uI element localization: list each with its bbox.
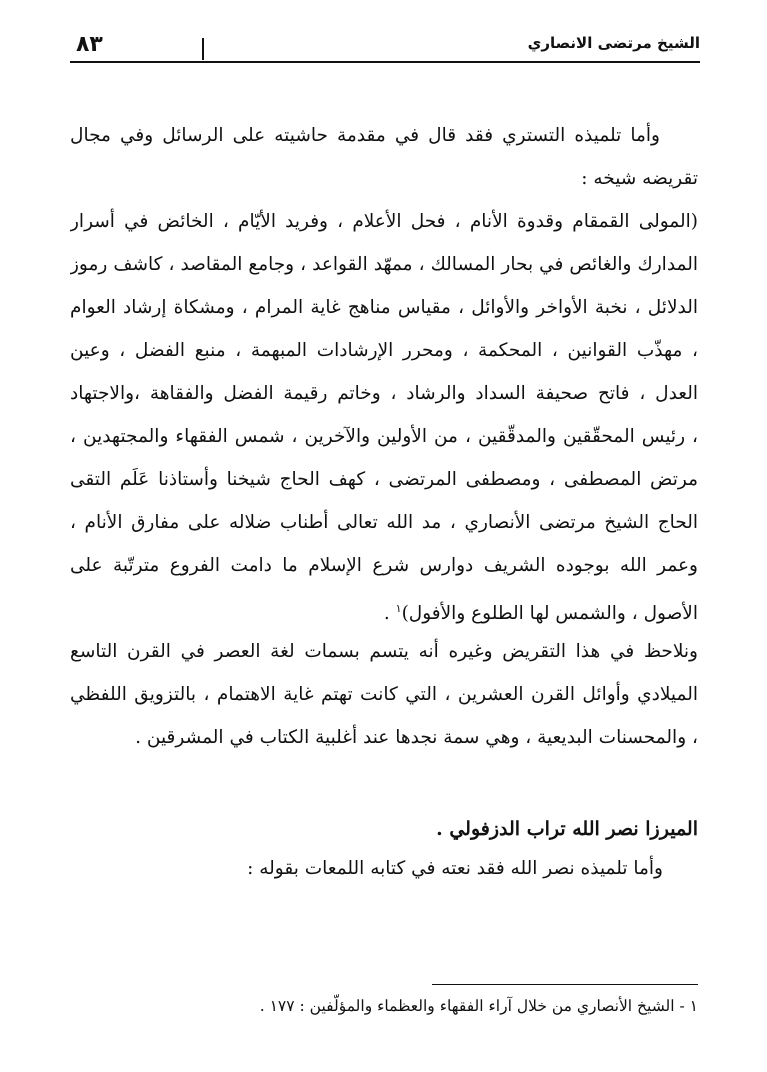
quote-line: ، مهذّب القوانين ، المحكمة ، ومحرر الإرشادات المبهمة ، منبع الفضل ، وعين bbox=[70, 340, 698, 361]
quote-line: الدلائل ، نخبة الأواخر والأوائل ، مقياس مناهج غاية المرام ، ومشكاة إرشاد العوام bbox=[70, 297, 698, 318]
quote-line: مرتض المصطفى ، ومصطفى المرتضى ، كهف الحاج شيخنا وأستاذنا عَلَم التقى bbox=[70, 469, 698, 490]
footnote-marker: ١ bbox=[395, 602, 402, 615]
end-mark: . bbox=[383, 603, 396, 625]
section-title: الميرزا نصر الله تراب الدزفولي . bbox=[436, 818, 698, 840]
quote-last-line bbox=[70, 591, 698, 634]
section-intro: وأما تلميذه نصر الله فقد نعته في كتابه اللمعات بقوله : bbox=[247, 858, 663, 879]
quote-line: (المولى القمقام وقدوة الأنام ، فحل الأعلام ، وفريد الأيّام ، الخائض في أسرار bbox=[70, 211, 698, 232]
paragraph-line: وأما تلميذه التستري فقد قال في مقدمة حاشيته على الرسائل وفي مجال bbox=[70, 125, 660, 146]
quote-line: الحاج الشيخ مرتضى الأنصاري ، مد الله تعالى أطناب ضلاله على مفارق الأنام ، bbox=[70, 512, 698, 533]
paragraph-line: ، والمحسنات البديعية ، وهي سمة نجدها عند أغلبية الكتاب في المشرقين . bbox=[135, 727, 698, 748]
header-rule bbox=[70, 61, 700, 63]
quote-line: ، رئيس المحقّقين والمدقّقين ، من الأولين والآخرين ، شمس الفقهاء والمجتهدين ، bbox=[70, 426, 698, 447]
quote-line: المدارك والغائص في بحار المسالك ، ممهّد القواعد ، وجامع المقاصد ، كاشف رموز bbox=[70, 254, 698, 275]
footnote-rule bbox=[432, 984, 698, 985]
quote-line: وعمر الله بوجوده الشريف دوارس شرع الإسلام ما دامت الفروع مترتّبة على bbox=[70, 555, 698, 576]
running-header bbox=[70, 30, 700, 62]
header-tick bbox=[202, 38, 204, 60]
quote-line: العدل ، فاتح صحيفة السداد والرشاد ، وخاتم رقيمة الفضل والفقاهة ،والاجتهاد bbox=[70, 383, 698, 404]
footnote: ١ - الشيخ الأنصاري من خلال آراء الفقهاء والعظماء والمؤلّفين : ١٧٧ . bbox=[259, 997, 698, 1015]
quote-line-text: الأصول ، والشمس لها الطلوع والأفول) bbox=[401, 603, 698, 625]
body-text bbox=[70, 118, 698, 763]
paragraph-line: ونلاحظ في هذا التقريض وغيره أنه يتسم بسمات لغة العصر في القرن التاسع bbox=[70, 641, 698, 662]
paragraph-line: الميلادي وأوائل القرن العشرين ، التي كانت تهتم غاية الاهتمام ، بالتزويق اللفظي bbox=[70, 684, 698, 705]
paragraph-line: تقريضه شيخه : bbox=[581, 168, 698, 189]
page-number: ٨٣ bbox=[76, 32, 103, 57]
running-title: الشيخ مرتضى الانصاري bbox=[527, 34, 700, 52]
